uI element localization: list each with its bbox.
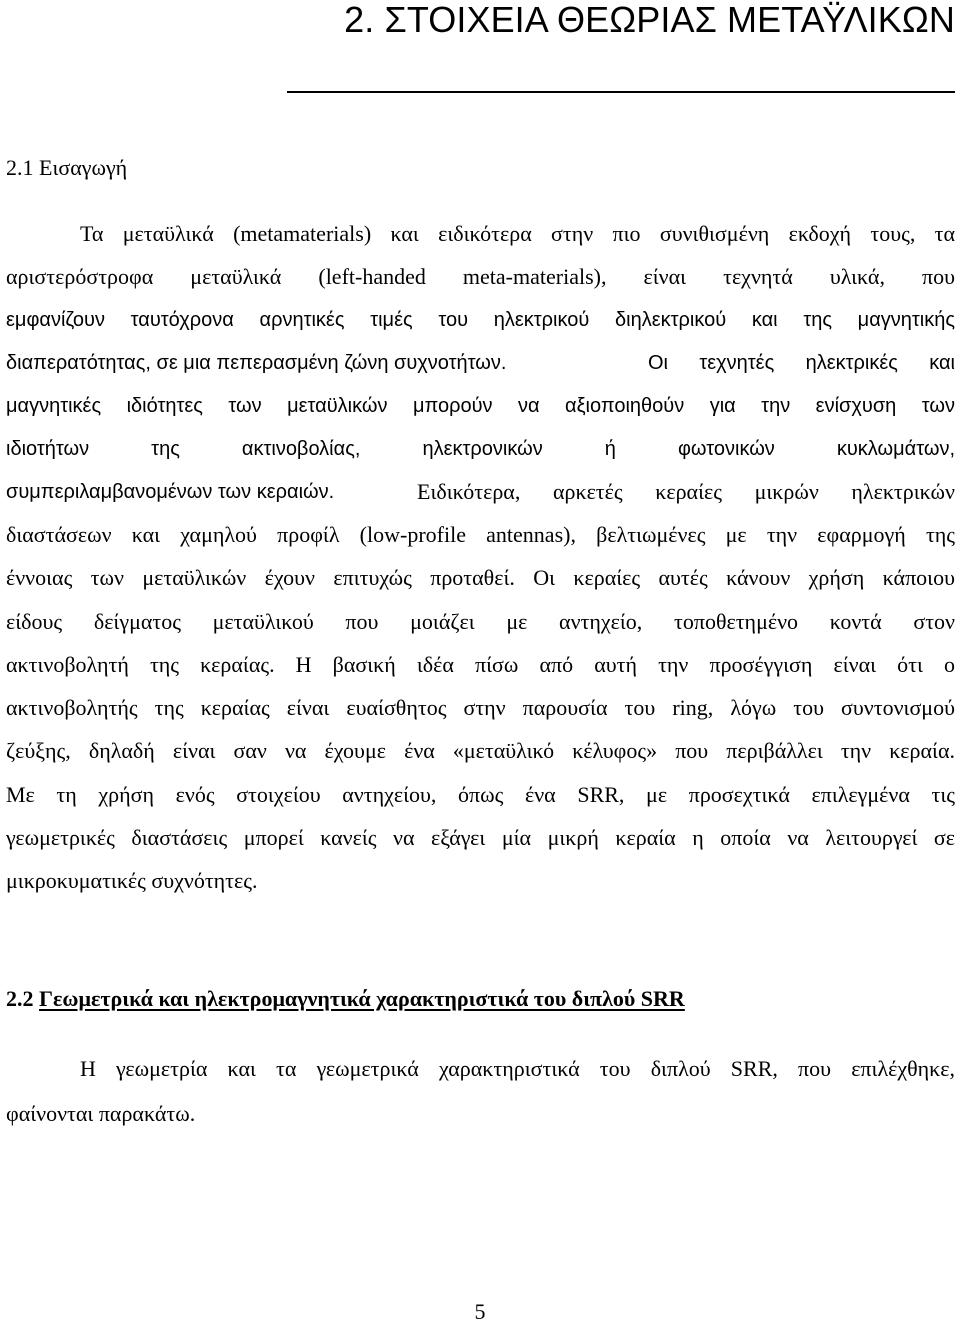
- page-number: 5: [474, 1299, 486, 1324]
- paragraph-line: ζεύξης, δηλαδή είναι σαν να έχουμε ένα «μεταϋλικό κέλυφος» που περιβάλλει την κεραία.: [6, 738, 955, 763]
- paragraph-line: είδους δείγματος μεταϋλικού που μοιάζει με αντηχείο, τοποθετημένο κοντά στον: [6, 609, 955, 634]
- paragraph-line: ακτινοβολητής της κεραίας είναι ευαίσθητος στην παρουσία του ring, λόγω του συντονισμού: [6, 695, 955, 720]
- paragraph-line: συμπεριλαμβανομένων των κεραιών.: [6, 481, 335, 503]
- paragraph-line: εμφανίζουν ταυτόχρονα αρνητικές τιμές του ηλεκτρικού διηλεκτρικού και της μαγνητικής: [6, 309, 955, 331]
- paragraph-line: μικροκυματικές συχνότητες.: [6, 868, 258, 893]
- paragraph-line: Οι τεχνητές ηλεκτρικές και: [648, 352, 955, 374]
- section-heading-geometry: [6, 985, 685, 1013]
- paragraph-line: έννοιας των μεταϋλικών έχουν επιτυχώς προταθεί. Οι κεραίες αυτές κάνουν χρήση κάποιου: [6, 565, 955, 590]
- paragraph-line: διαστάσεων και χαμηλού προφίλ (low-profile antennas), βελτιωμένες με την εφαρμογή της: [6, 522, 955, 547]
- paragraph-line: γεωμετρικές διαστάσεις μπορεί κανείς να εξάγει μία μικρή κεραία η οποία να λειτουργεί σε: [6, 825, 955, 850]
- section-heading-introduction: 2.1 Εισαγωγή: [6, 155, 128, 180]
- paragraph-line: ακτινοβολητή της κεραίας. Η βασική ιδέα πίσω από αυτή την προσέγγιση είναι ότι ο: [6, 652, 955, 677]
- title-underline-rule: [287, 91, 955, 93]
- paragraph-line: μαγνητικές ιδιότητες των μεταϋλικών μπορούν να αξιοποιηθούν για την ενίσχυση των: [6, 395, 955, 417]
- paragraph-line: Η γεωμετρία και τα γεωμετρικά χαρακτηριστικά του διπλού SRR, που επιλέχθηκε,: [80, 1056, 955, 1081]
- paragraph-line: διαπερατότητας, σε μια πεπερασμένη ζώνη συχνοτήτων.: [6, 352, 507, 374]
- paragraph-line: Τα μεταϋλικά (metamaterials) και ειδικότερα στην πιο συνιθισμένη εκδοχή τους, τα: [80, 221, 955, 246]
- paragraph-line: Ειδικότερα, αρκετές κεραίες μικρών ηλεκτρικών: [417, 479, 955, 504]
- paragraph-line: αριστερόστροφα μεταϋλικά (left-handed meta-materials), είναι τεχνητά υλικά, που: [6, 264, 955, 289]
- chapter-title: 2. ΣΤΟΙΧΕΙΑ ΘΕΩΡΙΑΣ ΜΕΤΑΫΛΙΚΩΝ: [344, 0, 955, 40]
- paragraph-line: φαίνονται παρακάτω.: [6, 1101, 196, 1126]
- section-title: Γεωμετρικά και ηλεκτρομαγνητικά χαρακτηριστικά του διπλού SRR: [39, 986, 685, 1011]
- paragraph-line: ιδιοτήτων της ακτινοβολίας, ηλεκτρονικών ή φωτονικών κυκλωμάτων,: [6, 438, 955, 460]
- section-number: 2.2: [6, 986, 34, 1011]
- paragraph-line: Με τη χρήση ενός στοιχείου αντηχείου, όπως ένα SRR, με προσεχτικά επιλεγμένα τις: [6, 782, 955, 807]
